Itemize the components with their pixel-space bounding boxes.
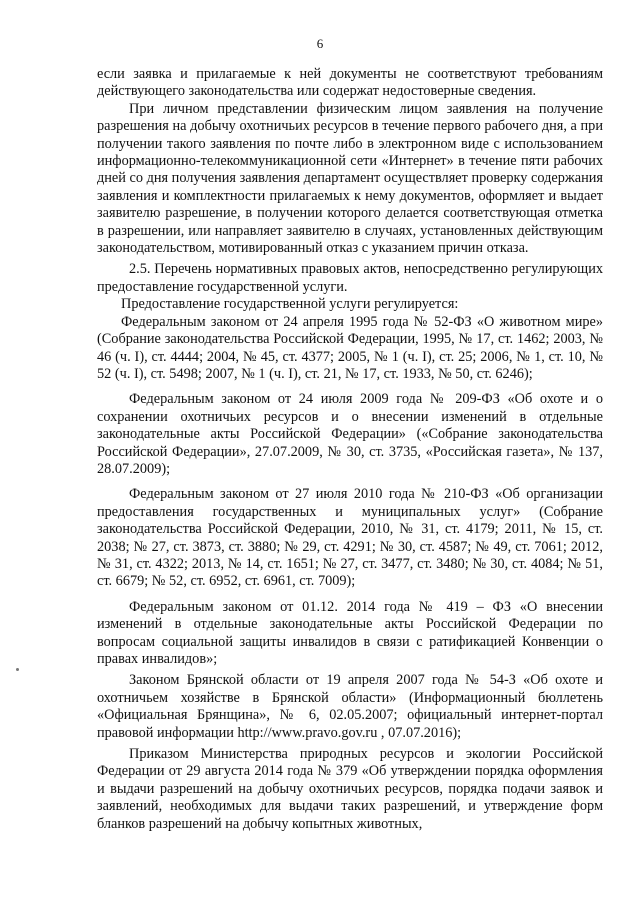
law-item-210-fz: Федеральным законом от 27 июля 2010 года № 210-ФЗ «Об организации предоставления государственных и муниципальных услуг» (Собрание законодательства Российской Федерации, 2010, № 31, ст. 4179; 2011, № 15, ст. 2038; № 27, ст. 3873, ст. 3880; № 29, ст. 4291; № 30, ст. 4587; № 49, ст. 7061; 2012, № 31, ст. 4322; 2013, № 14, ст. 1651; № 27, ст. 3477, ст. 3480; № 30, ст. 4084; № 51, ст. 6679; № 52, ст. 6952, ст. 6961, ст. 7009);: [97, 486, 603, 590]
paragraph-refusal-grounds-end: если заявка и прилагаемые к ней документы не соответствуют требованиям действующего законодательства или содержат недостоверные сведения.: [97, 66, 603, 100]
scan-speck: [16, 668, 19, 671]
page-number: 6: [316, 36, 324, 51]
law-item-52-fz: Федеральным законом от 24 апреля 1995 года № 52-ФЗ «О животном мире» (Собрание законодательства Российской Федерации, 1995, № 17, ст. 1462; 2003, № 46 (ч. I), ст. 4444; 2004, № 45, ст. 4377; 2005, № 1 (ч. I), ст. 25; 2006, № 1, ст. 10, № 52 (ч. I), ст. 5498; 2007, № 1 (ч. I), ст. 21, № 17, ст. 1933, № 50, ст. 6246);: [97, 313, 603, 382]
section-heading-2-5: 2.5. Перечень нормативных правовых актов, непосредственно регулирующих предоставление государственной услуги.: [97, 261, 603, 295]
law-item-order-379: Приказом Министерства природных ресурсов и экологии Российской Федерации от 29 августа 2014 года № 379 «Об утверждении порядка оформления и выдачи разрешений на добычу охотничьих ресурсов, порядка подачи заявок и заявлений, необходимых для выдачи таких разрешений, и утверждение форм бланков разрешений на добычу копытных животных,: [97, 746, 603, 832]
law-item-209-fz: Федеральным законом от 24 июля 2009 года № 209-ФЗ «Об охоте и о сохранении охотничьих ресурсов и о внесении изменений в отдельные законодательные акты Российской Федерации» («Собрание законодательства Российской Федерации», 27.07.2009, № 30, ст. 3735, «Российская газета», № 137, 28.07.2009);: [97, 391, 603, 477]
paragraph-application-processing: При личном представлении физическим лицом заявления на получение разрешения на добычу охотничьих ресурсов в течение первого рабочего дня, а при получении такого заявления по почте либо в электронном виде с использованием информационно-телекоммуникационной сети «Интернет» в течение пяти рабочих дней со дня получения заявления департамент осуществляет проверку содержания заявления и комплектности прилагаемых к нему документов, оформляет и выдает заявителю разрешение, в получении которого делается соответствующая отметка в разрешении, или направляет заявителю в случаях, установленных действующим законодательством, мотивированный отказ с указанием причин отказа.: [97, 100, 603, 257]
document-body: [97, 66, 603, 833]
law-item-419-fz: Федеральным законом от 01.12. 2014 года № 419 – ФЗ «О внесении изменений в отдельные законодательные акты Российской Федерации по вопросам социальной защиты инвалидов в связи с ратификацией Конвенции о правах инвалидов»;: [97, 598, 603, 667]
paragraph-regulated-by: Предоставление государственной услуги регулируется:: [121, 296, 459, 313]
law-item-bryansk-54-z: Законом Брянской области от 19 апреля 2007 года № 54-З «Об охоте и охотничьем хозяйстве в Брянской области» (Информационный бюллетень «Официальная Брянщина», № 6, 02.05.2007; официальный интернет-портал правовой информации http://www.pravo.gov.ru , 07.07.2016);: [97, 672, 603, 741]
